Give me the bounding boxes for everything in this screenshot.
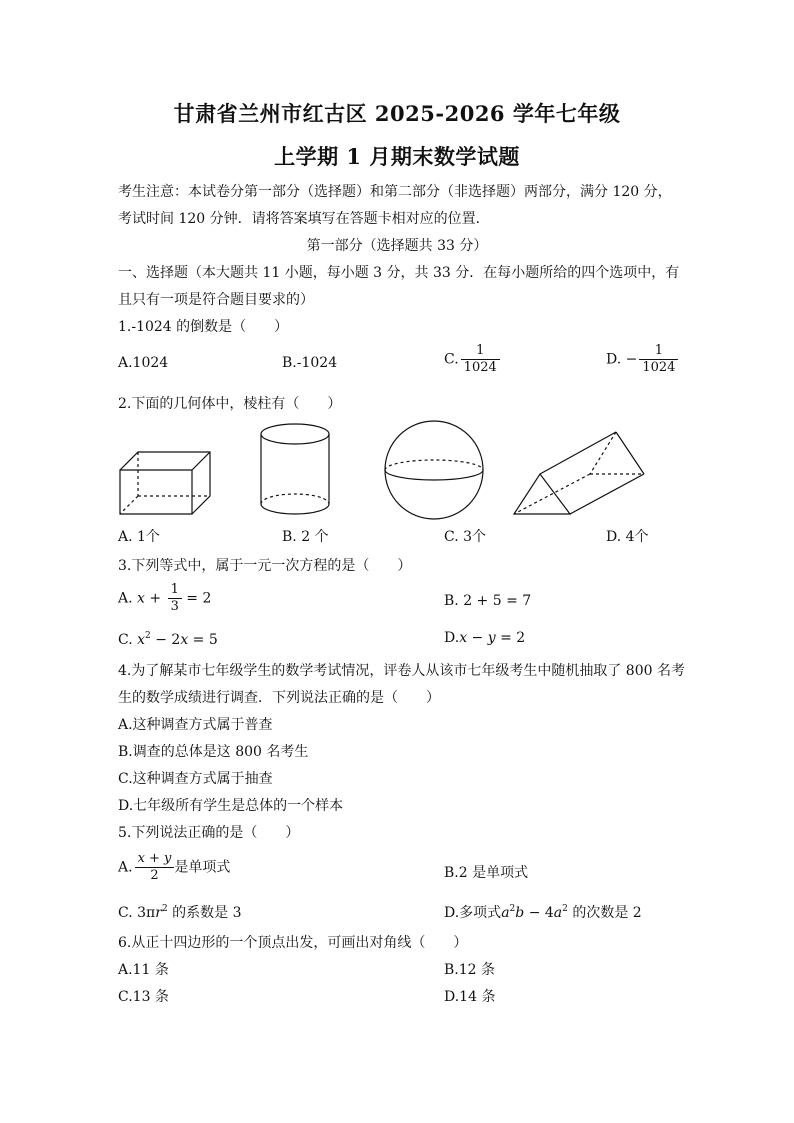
notice-line-2: 考试时间 120 分钟．请将答案填写在答题卡相对应的位置．	[118, 211, 490, 227]
q6-option-c: C.13 条	[118, 989, 169, 1005]
q1-d-fraction	[639, 343, 678, 376]
q3-option-c	[118, 632, 218, 648]
q5-d-rest: 的次数是 2	[567, 905, 642, 921]
q6-option-a: A.11 条	[118, 962, 169, 978]
q3-a-rest: = 2	[181, 590, 212, 607]
q3-c-prefix: C.	[118, 632, 133, 648]
q1-option-d	[606, 343, 678, 376]
q1-d-denominator: 1024	[642, 360, 676, 375]
q3-option-b: B. 2 + 5 = 7	[444, 593, 532, 609]
q1-option-c	[444, 343, 500, 376]
q3-c-variable: x	[137, 632, 146, 648]
q3-c-variable-2: x	[180, 632, 189, 648]
q2-option-a: A. 1个	[118, 529, 160, 545]
q5-c-rest: 的系数是 3	[167, 905, 242, 921]
q1-option-b: B.-1024	[282, 355, 338, 371]
section1-line-1: 一、选择题（本大题共 11 小题，每小题 3 分，共 33 分．在每小题所给的四个选项中，有	[118, 265, 680, 281]
q2-option-d: D. 4个	[606, 529, 649, 545]
q5-d-var-a-2: a	[553, 905, 563, 921]
notice-line-1: 考生注意：本试卷分第一部分（选择题）和第二部分（非选择题）两部分，满分 120 分，	[118, 184, 672, 200]
q3-option-a	[118, 582, 211, 615]
q2-option-c: C. 3个	[444, 529, 487, 545]
q3-option-d	[444, 630, 525, 646]
q3-d-prefix: D.	[444, 630, 460, 646]
q5-d-middle: − 4	[524, 905, 554, 921]
q3-a-fraction	[168, 582, 182, 615]
q3-c-exponent: 2	[145, 631, 151, 641]
q1-stem: 1.-1024 的倒数是（ ）	[118, 319, 289, 335]
cylinder-figure	[256, 420, 334, 520]
q5-a-rest: 是单项式	[174, 859, 231, 876]
q5-option-c	[118, 902, 241, 922]
title-line-1: 甘肃省兰州市红古区 2025-2026 学年七年级	[173, 101, 621, 126]
q5-a-denominator: 2	[150, 868, 159, 883]
q4-stem-line-2: 生的数学成绩进行调查．下列说法正确的是（ ）	[118, 690, 440, 706]
q3-a-plus: +	[144, 590, 166, 607]
q3-c-middle: − 2	[150, 632, 181, 648]
q3-a-prefix: A.	[118, 590, 133, 607]
q5-d-exponent-1: 2	[509, 904, 516, 914]
q2-stem: 2.下面的几何体中，棱柱有（ ）	[118, 396, 342, 412]
q1-d-prefix: D. −	[606, 351, 638, 368]
sphere-figure	[380, 416, 488, 524]
triangular-prism-figure	[510, 428, 650, 520]
title-line-2: 上学期 1 月期末数学试题	[274, 144, 520, 169]
q5-c-exponent: 2	[161, 904, 168, 914]
q4-stem-line-1: 4.为了解某市七年级学生的数学考试情况，评卷人从该市七年级考生中随机抽取了 800 名考	[118, 663, 685, 679]
q1-c-prefix: C.	[444, 351, 459, 368]
q5-d-prefix: D.多项式	[444, 905, 502, 921]
q1-d-numerator: 1	[639, 343, 678, 360]
q3-a-denominator: 3	[170, 599, 179, 614]
part1-title: 第一部分（选择题共 33 分）	[306, 238, 488, 254]
q1-c-denominator: 1024	[463, 360, 497, 375]
q2-option-b: B. 2 个	[282, 529, 329, 545]
q4-option-b: B.调查的总体是这 800 名考生	[118, 744, 309, 760]
q5-a-numerator: x + y	[135, 851, 175, 868]
q4-option-c: C.这种调查方式属于抽查	[118, 771, 273, 787]
q6-stem: 6.从正十四边形的一个顶点出发，可画出对角线（ ）	[118, 935, 468, 951]
q6-option-d: D.14 条	[444, 989, 496, 1005]
q4-option-d: D.七年级所有学生是总体的一个样本	[118, 798, 344, 814]
q5-a-fraction	[135, 851, 175, 884]
q5-c-prefix: C. 3π	[118, 905, 156, 921]
q1-c-fraction	[461, 343, 500, 376]
q5-option-d	[444, 902, 642, 922]
q5-d-exponent-2: 2	[562, 904, 568, 914]
q5-a-prefix: A.	[118, 859, 133, 876]
q5-d-var-b: b	[515, 905, 525, 921]
q4-option-a: A.这种调查方式属于普查	[118, 717, 273, 733]
q3-d-rest: = 2	[495, 630, 526, 646]
q3-a-numerator: 1	[168, 582, 182, 599]
q3-c-rest: = 5	[188, 632, 218, 648]
q3-stem: 3.下列等式中，属于一元一次方程的是（ ）	[118, 558, 412, 574]
q6-option-b: B.12 条	[444, 962, 496, 978]
q3-a-variable: x	[137, 590, 145, 607]
q5-c-variable: r	[155, 905, 162, 921]
q5-option-a	[118, 851, 230, 884]
section1-line-2: 且只有一项是符合题目要求的）	[118, 292, 314, 308]
q5-d-var-a: a	[501, 905, 510, 921]
cuboid-figure	[116, 448, 216, 522]
q1-option-a: A.1024	[118, 355, 169, 371]
q5-option-b: B.2 是单项式	[444, 865, 529, 881]
q3-d-expression: x − y	[459, 630, 496, 646]
q5-stem: 5.下列说法正确的是（ ）	[118, 825, 300, 841]
q1-c-numerator: 1	[461, 343, 500, 360]
